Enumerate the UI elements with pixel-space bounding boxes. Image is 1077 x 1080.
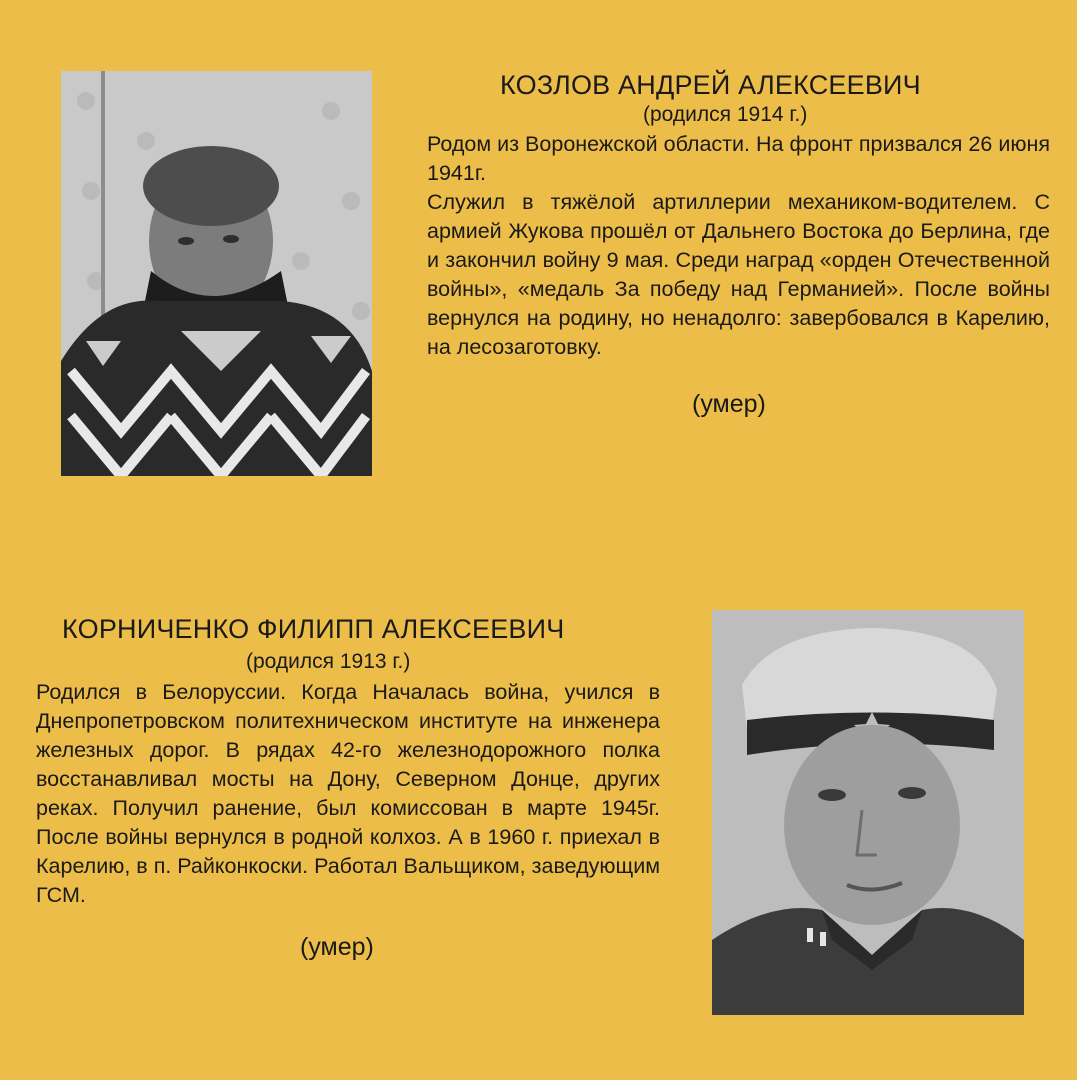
person1-status: (умер): [692, 390, 766, 418]
portrait-photo-kornichenko: [712, 610, 1024, 1015]
person2-birth-year: (родился 1913 г.): [246, 650, 411, 673]
person1-bio-paragraph-2: Служил в тяжёлой артиллерии механиком-водителем. С армией Жукова прошёл от Дальнего Востока до Берлина, где и закончил войну 9 мая. Среди наград «орден Отечественной войны», «медаль За победу над Германией». После войны вернулся на родину, но ненадолго: завербовался в Карелию, на лесозаготовку.: [427, 190, 1050, 359]
person1-bio-paragraph-1: Родом из Воронежской области. На фронт призвался 26 июня 1941г.: [427, 132, 1050, 185]
portrait-photo-kozlov: [61, 71, 372, 476]
person1-biography: [427, 130, 1050, 362]
person2-biography: Родился в Белоруссии. Когда Началась война, учился в Днепропетровском политехническом институте на инженера железных дорог. В рядах 42-го железнодорожного полка восстанавливал мосты на Дону, Северном Донце, других реках. Получил ранение, был комиссован в марте 1945г. После войны вернулся в родной колхоз. А в 1960 г. приехал в Карелию, в п. Райконкоски. Работал Вальщиком, заведующим ГСМ.: [36, 680, 661, 907]
person2-status: (умер): [300, 933, 374, 961]
person1-name: КОЗЛОВ АНДРЕЙ АЛЕКСЕЕВИЧ: [500, 70, 921, 100]
person2-name: КОРНИЧЕНКО ФИЛИПП АЛЕКСЕЕВИЧ: [62, 614, 565, 644]
person1-birth-year: (родился 1914 г.): [643, 103, 808, 126]
